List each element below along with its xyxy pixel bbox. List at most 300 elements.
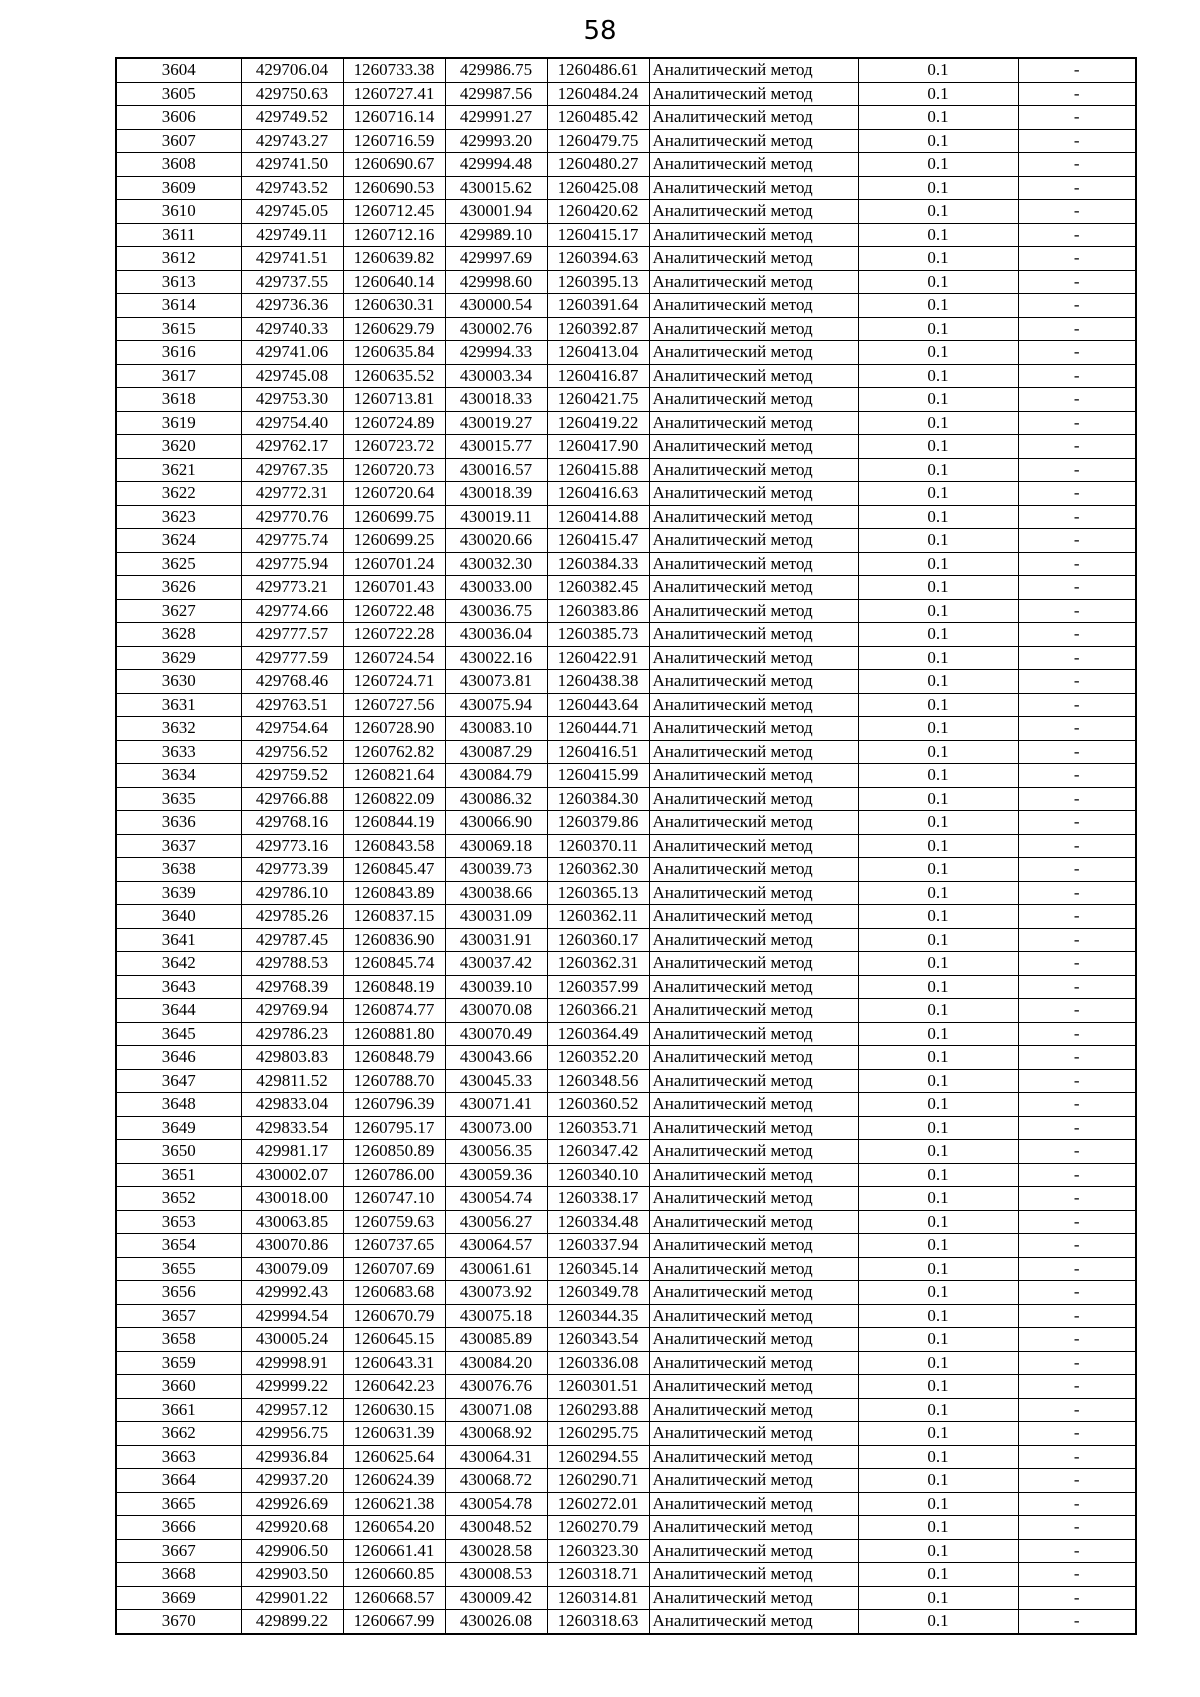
y2-cell: 1260344.35 <box>547 1304 649 1328</box>
accuracy-cell: 0.1 <box>858 1586 1018 1610</box>
method-cell: Аналитический метод <box>649 129 858 153</box>
y1-cell: 1260874.77 <box>343 999 445 1023</box>
y1-cell: 1260796.39 <box>343 1093 445 1117</box>
method-cell: Аналитический метод <box>649 1516 858 1540</box>
point-number-cell: 3658 <box>116 1328 241 1352</box>
x2-cell: 430071.08 <box>445 1398 547 1422</box>
y2-cell: 1260384.33 <box>547 552 649 576</box>
accuracy-cell: 0.1 <box>858 1492 1018 1516</box>
point-number-cell: 3642 <box>116 952 241 976</box>
y2-cell: 1260438.38 <box>547 670 649 694</box>
table-row <box>116 1187 1136 1211</box>
x2-cell: 430008.53 <box>445 1563 547 1587</box>
accuracy-cell: 0.1 <box>858 82 1018 106</box>
method-cell: Аналитический метод <box>649 482 858 506</box>
accuracy-cell: 0.1 <box>858 1610 1018 1634</box>
x1-cell: 429906.50 <box>241 1539 343 1563</box>
point-number-cell: 3623 <box>116 505 241 529</box>
y1-cell: 1260722.48 <box>343 599 445 623</box>
table-row <box>116 646 1136 670</box>
table-row <box>116 1257 1136 1281</box>
method-cell: Аналитический метод <box>649 1163 858 1187</box>
x2-cell: 430064.57 <box>445 1234 547 1258</box>
method-cell: Аналитический метод <box>649 153 858 177</box>
table-row <box>116 317 1136 341</box>
x1-cell: 429762.17 <box>241 435 343 459</box>
method-cell: Аналитический метод <box>649 764 858 788</box>
table-row <box>116 881 1136 905</box>
x1-cell: 429763.51 <box>241 693 343 717</box>
note-cell: - <box>1018 646 1136 670</box>
point-number-cell: 3620 <box>116 435 241 459</box>
x1-cell: 429767.35 <box>241 458 343 482</box>
y2-cell: 1260370.11 <box>547 834 649 858</box>
table-body <box>116 58 1136 1634</box>
method-cell: Аналитический метод <box>649 247 858 271</box>
accuracy-cell: 0.1 <box>858 1093 1018 1117</box>
x1-cell: 429786.23 <box>241 1022 343 1046</box>
y1-cell: 1260728.90 <box>343 717 445 741</box>
method-cell: Аналитический метод <box>649 1116 858 1140</box>
y1-cell: 1260639.82 <box>343 247 445 271</box>
note-cell: - <box>1018 82 1136 106</box>
accuracy-cell: 0.1 <box>858 834 1018 858</box>
accuracy-cell: 0.1 <box>858 717 1018 741</box>
point-number-cell: 3669 <box>116 1586 241 1610</box>
y2-cell: 1260348.56 <box>547 1069 649 1093</box>
x1-cell: 429775.94 <box>241 552 343 576</box>
method-cell: Аналитический метод <box>649 106 858 130</box>
y1-cell: 1260635.52 <box>343 364 445 388</box>
note-cell: - <box>1018 764 1136 788</box>
point-number-cell: 3605 <box>116 82 241 106</box>
x2-cell: 430000.54 <box>445 294 547 318</box>
y2-cell: 1260422.91 <box>547 646 649 670</box>
x1-cell: 429773.39 <box>241 858 343 882</box>
y2-cell: 1260360.17 <box>547 928 649 952</box>
x2-cell: 430018.33 <box>445 388 547 412</box>
point-number-cell: 3608 <box>116 153 241 177</box>
y1-cell: 1260630.31 <box>343 294 445 318</box>
method-cell: Аналитический метод <box>649 294 858 318</box>
table-row <box>116 1210 1136 1234</box>
method-cell: Аналитический метод <box>649 811 858 835</box>
x2-cell: 430054.74 <box>445 1187 547 1211</box>
y2-cell: 1260362.11 <box>547 905 649 929</box>
x2-cell: 430019.11 <box>445 505 547 529</box>
point-number-cell: 3648 <box>116 1093 241 1117</box>
method-cell: Аналитический метод <box>649 270 858 294</box>
method-cell: Аналитический метод <box>649 364 858 388</box>
accuracy-cell: 0.1 <box>858 740 1018 764</box>
point-number-cell: 3612 <box>116 247 241 271</box>
table-row <box>116 552 1136 576</box>
method-cell: Аналитический метод <box>649 1492 858 1516</box>
y1-cell: 1260788.70 <box>343 1069 445 1093</box>
x2-cell: 430038.66 <box>445 881 547 905</box>
method-cell: Аналитический метод <box>649 1445 858 1469</box>
method-cell: Аналитический метод <box>649 1328 858 1352</box>
x2-cell: 430076.76 <box>445 1375 547 1399</box>
table-row <box>116 787 1136 811</box>
note-cell: - <box>1018 1563 1136 1587</box>
table-row <box>116 599 1136 623</box>
x2-cell: 430073.81 <box>445 670 547 694</box>
point-number-cell: 3655 <box>116 1257 241 1281</box>
x2-cell: 430087.29 <box>445 740 547 764</box>
note-cell: - <box>1018 1093 1136 1117</box>
x2-cell: 430039.73 <box>445 858 547 882</box>
x1-cell: 429998.91 <box>241 1351 343 1375</box>
table-row <box>116 1469 1136 1493</box>
x1-cell: 429749.52 <box>241 106 343 130</box>
note-cell: - <box>1018 1046 1136 1070</box>
accuracy-cell: 0.1 <box>858 999 1018 1023</box>
x2-cell: 430031.91 <box>445 928 547 952</box>
point-number-cell: 3632 <box>116 717 241 741</box>
y2-cell: 1260366.21 <box>547 999 649 1023</box>
x2-cell: 430083.10 <box>445 717 547 741</box>
note-cell: - <box>1018 1116 1136 1140</box>
x2-cell: 430033.00 <box>445 576 547 600</box>
y1-cell: 1260723.72 <box>343 435 445 459</box>
method-cell: Аналитический метод <box>649 576 858 600</box>
accuracy-cell: 0.1 <box>858 1116 1018 1140</box>
x2-cell: 430073.92 <box>445 1281 547 1305</box>
y1-cell: 1260716.14 <box>343 106 445 130</box>
y2-cell: 1260416.51 <box>547 740 649 764</box>
y1-cell: 1260690.67 <box>343 153 445 177</box>
accuracy-cell: 0.1 <box>858 928 1018 952</box>
point-number-cell: 3666 <box>116 1516 241 1540</box>
y2-cell: 1260416.63 <box>547 482 649 506</box>
accuracy-cell: 0.1 <box>858 905 1018 929</box>
point-number-cell: 3635 <box>116 787 241 811</box>
y2-cell: 1260392.87 <box>547 317 649 341</box>
y2-cell: 1260415.99 <box>547 764 649 788</box>
table-row <box>116 1516 1136 1540</box>
note-cell: - <box>1018 341 1136 365</box>
method-cell: Аналитический метод <box>649 388 858 412</box>
y2-cell: 1260353.71 <box>547 1116 649 1140</box>
x1-cell: 429749.11 <box>241 223 343 247</box>
note-cell: - <box>1018 1210 1136 1234</box>
accuracy-cell: 0.1 <box>858 529 1018 553</box>
table-row <box>116 58 1136 82</box>
y1-cell: 1260845.74 <box>343 952 445 976</box>
y1-cell: 1260843.58 <box>343 834 445 858</box>
x1-cell: 429745.05 <box>241 200 343 224</box>
note-cell: - <box>1018 975 1136 999</box>
point-number-cell: 3652 <box>116 1187 241 1211</box>
table-row <box>116 1328 1136 1352</box>
x1-cell: 429741.06 <box>241 341 343 365</box>
method-cell: Аналитический метод <box>649 1351 858 1375</box>
accuracy-cell: 0.1 <box>858 1281 1018 1305</box>
point-number-cell: 3609 <box>116 176 241 200</box>
accuracy-cell: 0.1 <box>858 435 1018 459</box>
accuracy-cell: 0.1 <box>858 1516 1018 1540</box>
accuracy-cell: 0.1 <box>858 858 1018 882</box>
y1-cell: 1260683.68 <box>343 1281 445 1305</box>
note-cell: - <box>1018 1469 1136 1493</box>
y1-cell: 1260822.09 <box>343 787 445 811</box>
x1-cell: 430002.07 <box>241 1163 343 1187</box>
y2-cell: 1260444.71 <box>547 717 649 741</box>
y1-cell: 1260701.24 <box>343 552 445 576</box>
y2-cell: 1260485.42 <box>547 106 649 130</box>
note-cell: - <box>1018 106 1136 130</box>
method-cell: Аналитический метод <box>649 1422 858 1446</box>
table-row <box>116 294 1136 318</box>
y1-cell: 1260661.41 <box>343 1539 445 1563</box>
accuracy-cell: 0.1 <box>858 482 1018 506</box>
x2-cell: 429993.20 <box>445 129 547 153</box>
y1-cell: 1260642.23 <box>343 1375 445 1399</box>
y1-cell: 1260720.73 <box>343 458 445 482</box>
accuracy-cell: 0.1 <box>858 1304 1018 1328</box>
y2-cell: 1260365.13 <box>547 881 649 905</box>
point-number-cell: 3651 <box>116 1163 241 1187</box>
y2-cell: 1260318.71 <box>547 1563 649 1587</box>
note-cell: - <box>1018 599 1136 623</box>
x1-cell: 429768.39 <box>241 975 343 999</box>
note-cell: - <box>1018 294 1136 318</box>
x1-cell: 429920.68 <box>241 1516 343 1540</box>
x2-cell: 430085.89 <box>445 1328 547 1352</box>
accuracy-cell: 0.1 <box>858 1539 1018 1563</box>
y1-cell: 1260786.00 <box>343 1163 445 1187</box>
x1-cell: 430079.09 <box>241 1257 343 1281</box>
y1-cell: 1260654.20 <box>343 1516 445 1540</box>
x2-cell: 430015.77 <box>445 435 547 459</box>
point-number-cell: 3670 <box>116 1610 241 1634</box>
note-cell: - <box>1018 1422 1136 1446</box>
x2-cell: 430068.92 <box>445 1422 547 1446</box>
point-number-cell: 3659 <box>116 1351 241 1375</box>
y1-cell: 1260640.14 <box>343 270 445 294</box>
y2-cell: 1260415.17 <box>547 223 649 247</box>
note-cell: - <box>1018 881 1136 905</box>
x1-cell: 429773.21 <box>241 576 343 600</box>
y2-cell: 1260413.04 <box>547 341 649 365</box>
x1-cell: 429769.94 <box>241 999 343 1023</box>
note-cell: - <box>1018 505 1136 529</box>
note-cell: - <box>1018 811 1136 835</box>
method-cell: Аналитический метод <box>649 1093 858 1117</box>
method-cell: Аналитический метод <box>649 834 858 858</box>
y2-cell: 1260270.79 <box>547 1516 649 1540</box>
y2-cell: 1260443.64 <box>547 693 649 717</box>
table-row <box>116 834 1136 858</box>
table-row <box>116 975 1136 999</box>
y1-cell: 1260707.69 <box>343 1257 445 1281</box>
y1-cell: 1260727.56 <box>343 693 445 717</box>
note-cell: - <box>1018 129 1136 153</box>
method-cell: Аналитический метод <box>649 599 858 623</box>
x1-cell: 429706.04 <box>241 58 343 82</box>
x1-cell: 429736.36 <box>241 294 343 318</box>
x1-cell: 429768.46 <box>241 670 343 694</box>
note-cell: - <box>1018 58 1136 82</box>
y2-cell: 1260415.88 <box>547 458 649 482</box>
accuracy-cell: 0.1 <box>858 787 1018 811</box>
x1-cell: 429753.30 <box>241 388 343 412</box>
note-cell: - <box>1018 1610 1136 1634</box>
y1-cell: 1260720.64 <box>343 482 445 506</box>
x1-cell: 429936.84 <box>241 1445 343 1469</box>
y2-cell: 1260479.75 <box>547 129 649 153</box>
table-row <box>116 905 1136 929</box>
y1-cell: 1260690.53 <box>343 176 445 200</box>
note-cell: - <box>1018 834 1136 858</box>
y2-cell: 1260414.88 <box>547 505 649 529</box>
y1-cell: 1260699.25 <box>343 529 445 553</box>
method-cell: Аналитический метод <box>649 1398 858 1422</box>
x2-cell: 430026.08 <box>445 1610 547 1634</box>
x2-cell: 430028.58 <box>445 1539 547 1563</box>
point-number-cell: 3633 <box>116 740 241 764</box>
y1-cell: 1260643.31 <box>343 1351 445 1375</box>
x1-cell: 430070.86 <box>241 1234 343 1258</box>
note-cell: - <box>1018 388 1136 412</box>
note-cell: - <box>1018 200 1136 224</box>
x2-cell: 430036.75 <box>445 599 547 623</box>
y2-cell: 1260383.86 <box>547 599 649 623</box>
method-cell: Аналитический метод <box>649 341 858 365</box>
note-cell: - <box>1018 1586 1136 1610</box>
accuracy-cell: 0.1 <box>858 341 1018 365</box>
accuracy-cell: 0.1 <box>858 646 1018 670</box>
table-row <box>116 1281 1136 1305</box>
y2-cell: 1260394.63 <box>547 247 649 271</box>
point-number-cell: 3638 <box>116 858 241 882</box>
x1-cell: 429741.51 <box>241 247 343 271</box>
x1-cell: 429785.26 <box>241 905 343 929</box>
accuracy-cell: 0.1 <box>858 270 1018 294</box>
table-row <box>116 1492 1136 1516</box>
note-cell: - <box>1018 1187 1136 1211</box>
table-row <box>116 270 1136 294</box>
note-cell: - <box>1018 1351 1136 1375</box>
method-cell: Аналитический метод <box>649 928 858 952</box>
x1-cell: 430005.24 <box>241 1328 343 1352</box>
y1-cell: 1260795.17 <box>343 1116 445 1140</box>
accuracy-cell: 0.1 <box>858 1069 1018 1093</box>
y2-cell: 1260382.45 <box>547 576 649 600</box>
y2-cell: 1260391.64 <box>547 294 649 318</box>
y1-cell: 1260844.19 <box>343 811 445 835</box>
x2-cell: 430075.18 <box>445 1304 547 1328</box>
table-row <box>116 505 1136 529</box>
y1-cell: 1260630.15 <box>343 1398 445 1422</box>
x1-cell: 429937.20 <box>241 1469 343 1493</box>
y1-cell: 1260631.39 <box>343 1422 445 1446</box>
x1-cell: 429777.57 <box>241 623 343 647</box>
point-number-cell: 3618 <box>116 388 241 412</box>
y2-cell: 1260364.49 <box>547 1022 649 1046</box>
table-row <box>116 411 1136 435</box>
point-number-cell: 3619 <box>116 411 241 435</box>
method-cell: Аналитический метод <box>649 1140 858 1164</box>
x1-cell: 429770.76 <box>241 505 343 529</box>
method-cell: Аналитический метод <box>649 1234 858 1258</box>
y1-cell: 1260836.90 <box>343 928 445 952</box>
table-row <box>116 200 1136 224</box>
x2-cell: 430039.10 <box>445 975 547 999</box>
x2-cell: 430064.31 <box>445 1445 547 1469</box>
method-cell: Аналитический метод <box>649 1046 858 1070</box>
x1-cell: 429777.59 <box>241 646 343 670</box>
method-cell: Аналитический метод <box>649 1187 858 1211</box>
accuracy-cell: 0.1 <box>858 1140 1018 1164</box>
accuracy-cell: 0.1 <box>858 153 1018 177</box>
point-number-cell: 3661 <box>116 1398 241 1422</box>
note-cell: - <box>1018 176 1136 200</box>
table-row <box>116 1022 1136 1046</box>
y1-cell: 1260845.47 <box>343 858 445 882</box>
table-row <box>116 529 1136 553</box>
point-number-cell: 3617 <box>116 364 241 388</box>
x2-cell: 430068.72 <box>445 1469 547 1493</box>
x2-cell: 430073.00 <box>445 1116 547 1140</box>
note-cell: - <box>1018 1304 1136 1328</box>
point-number-cell: 3614 <box>116 294 241 318</box>
point-number-cell: 3626 <box>116 576 241 600</box>
x2-cell: 430022.16 <box>445 646 547 670</box>
note-cell: - <box>1018 1140 1136 1164</box>
y1-cell: 1260733.38 <box>343 58 445 82</box>
x1-cell: 429957.12 <box>241 1398 343 1422</box>
accuracy-cell: 0.1 <box>858 176 1018 200</box>
x2-cell: 430054.78 <box>445 1492 547 1516</box>
table-row <box>116 153 1136 177</box>
point-number-cell: 3657 <box>116 1304 241 1328</box>
table-row <box>116 764 1136 788</box>
x2-cell: 430066.90 <box>445 811 547 835</box>
x1-cell: 429833.04 <box>241 1093 343 1117</box>
note-cell: - <box>1018 482 1136 506</box>
y1-cell: 1260747.10 <box>343 1187 445 1211</box>
x2-cell: 429989.10 <box>445 223 547 247</box>
x1-cell: 429737.55 <box>241 270 343 294</box>
accuracy-cell: 0.1 <box>858 1422 1018 1446</box>
y2-cell: 1260336.08 <box>547 1351 649 1375</box>
method-cell: Аналитический метод <box>649 82 858 106</box>
note-cell: - <box>1018 223 1136 247</box>
x2-cell: 429997.69 <box>445 247 547 271</box>
accuracy-cell: 0.1 <box>858 1445 1018 1469</box>
note-cell: - <box>1018 1234 1136 1258</box>
accuracy-cell: 0.1 <box>858 952 1018 976</box>
note-cell: - <box>1018 364 1136 388</box>
point-number-cell: 3636 <box>116 811 241 835</box>
table-row <box>116 1234 1136 1258</box>
accuracy-cell: 0.1 <box>858 811 1018 835</box>
table-row <box>116 1422 1136 1446</box>
table-row <box>116 1586 1136 1610</box>
x1-cell: 429759.52 <box>241 764 343 788</box>
point-number-cell: 3611 <box>116 223 241 247</box>
x1-cell: 429740.33 <box>241 317 343 341</box>
point-number-cell: 3604 <box>116 58 241 82</box>
x1-cell: 429743.27 <box>241 129 343 153</box>
x1-cell: 429901.22 <box>241 1586 343 1610</box>
method-cell: Аналитический метод <box>649 623 858 647</box>
table-row <box>116 1375 1136 1399</box>
accuracy-cell: 0.1 <box>858 881 1018 905</box>
note-cell: - <box>1018 717 1136 741</box>
